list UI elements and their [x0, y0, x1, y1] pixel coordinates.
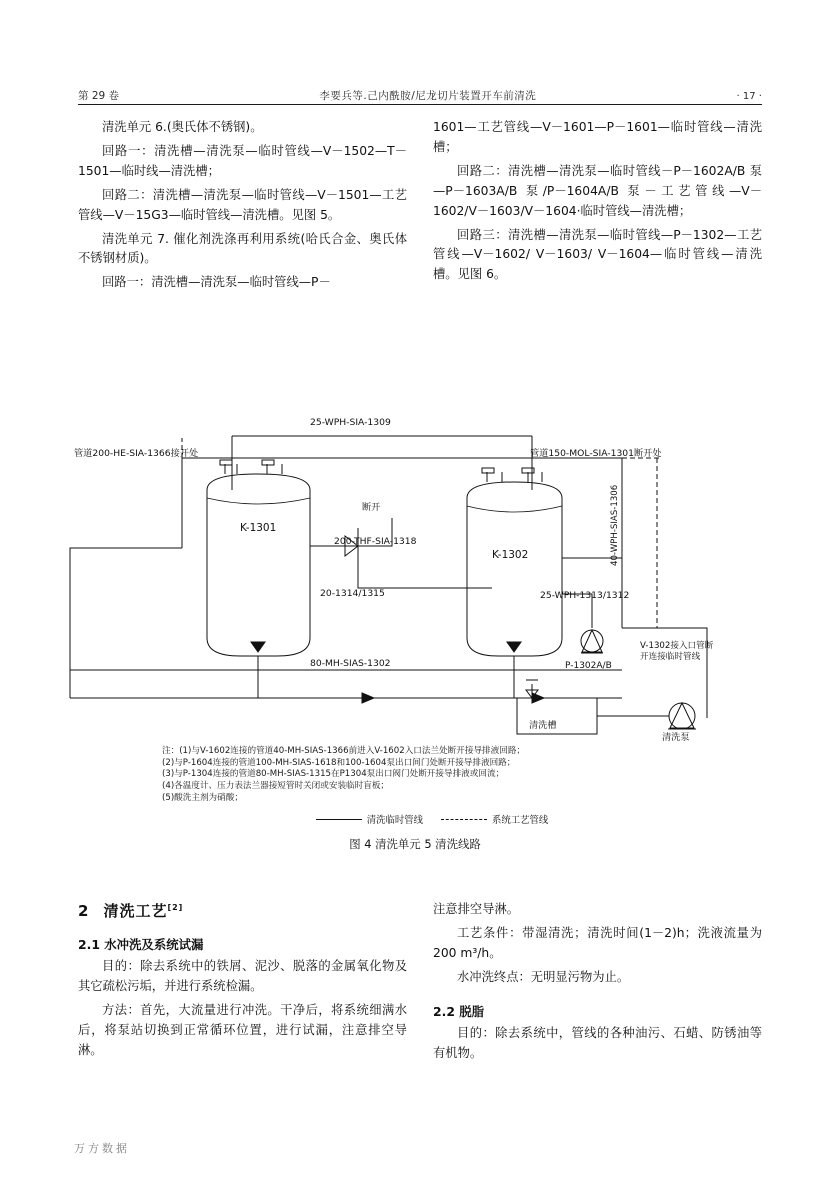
- paragraph: 回路二：清洗槽—清洗泵—临时管线－P－1602A/B 泵—P－1603A/B 泵/P－1604A/B 泵－工艺管线—V－1602/V－1603/V－1604·临时管线—清洗槽；: [433, 163, 762, 218]
- legend-label: 系统工艺管线: [492, 815, 549, 826]
- paragraph: 回路三：清洗槽—清洗泵—临时管线—P－1302—工艺管线—V－1602/ V－1603/ V－1604—临时管线—清洗槽。见图 6。: [433, 227, 762, 282]
- label-right-note: 管道150-MOL-SIA-1301断开处: [530, 448, 662, 459]
- section-title: 清洗工艺: [103, 902, 168, 920]
- svg-text:开连接临时管线: 开连接临时管线: [640, 652, 701, 662]
- label-wash-pump: 清洗泵: [662, 732, 690, 743]
- page-number: · 17 ·: [736, 91, 762, 102]
- label-vertical-right: 40-WPH-SIAS-1306: [610, 484, 620, 566]
- left-column: [78, 118, 407, 297]
- process-flow-diagram: [62, 398, 768, 743]
- label-line-20: 20-1314/1315: [320, 588, 385, 599]
- figure-legend: [222, 812, 642, 826]
- watermark-footer: 万方数据: [74, 1142, 130, 1155]
- paragraph: 目的：除去系统中的铁屑、泥沙、脱落的金属氧化物及其它疏松污垢，并进行系统检漏。: [78, 959, 407, 993]
- lower-right-column: [433, 900, 762, 1067]
- figure-note: (4)各温度计、压力表法兰器接短管时关闭或安装临时盲板；: [162, 781, 390, 792]
- figure-note: (5)酸洗主剂为硝酸；: [162, 792, 243, 803]
- subsection-heading-2-2: 2.2 脱脂: [433, 1003, 485, 1019]
- label-open-mark: 断开: [362, 502, 381, 513]
- body-columns: [78, 118, 762, 297]
- legend-item-process: [441, 812, 548, 826]
- paragraph: 方法：首先，大流量进行冲洗。干净后，将系统细满水后，将泵站切换到正常循环位置，进行试漏，注意排空导淋。: [78, 1002, 407, 1057]
- label-line-25r: 25-WPH-1313/1312: [540, 590, 630, 601]
- section-heading: [78, 900, 407, 921]
- running-head-center: 李要兵等.己内酰胺/尼龙切片装置开车前清洗: [319, 90, 537, 102]
- figure-caption: 图 4 清洗单元 5 清洗线路: [349, 837, 481, 851]
- label-pump: P-1302A/B: [565, 661, 612, 671]
- legend-label: 清洗临时管线: [366, 815, 423, 826]
- legend-line-dashed-icon: [441, 819, 487, 820]
- lower-columns: [78, 900, 762, 1067]
- paragraph: 1601—工艺管线—V－1601—P－1601—临时管线—清洗槽；: [433, 120, 762, 154]
- paragraph: 回路一：清洗槽—清洗泵—临时管线—P－: [102, 275, 331, 290]
- figure-4: [62, 398, 768, 908]
- paragraph: 清洗单元 6.(奥氏体不锈钢)。: [102, 120, 263, 134]
- subsection-heading-2-1: 2.1 水冲洗及系统试漏: [78, 937, 204, 952]
- label-vessel-left: K-1301: [240, 522, 277, 534]
- paragraph: 清洗单元 7. 催化剂洗涤再利用系统(哈氏合金、奥氏体不锈钢材质)。: [78, 231, 407, 266]
- legend-line-solid-icon: [316, 819, 362, 820]
- header-rule: [78, 104, 762, 105]
- running-head-left: 第 29 卷: [78, 90, 120, 102]
- figure-note: (3)与P-1304连接的管道80-MH-SIAS-1315在P1304泵出口阀门处断开接导排液或回流；: [162, 769, 505, 780]
- label-vessel-right: K-1302: [492, 549, 529, 561]
- figure-note: (2)与P-1604连接的管道100-MH-SIAS-1618和100-1604泵出口间门处断开接导排液回路；: [162, 757, 516, 768]
- section-citation: [2]: [167, 903, 184, 912]
- label-line-80: 80-MH-SIAS-1302: [310, 658, 391, 669]
- label-line-200: 200-THF-SIA-1318: [334, 536, 417, 547]
- label-valve-note: V-1302接入口管断: [640, 641, 714, 651]
- section-number: 2: [78, 902, 90, 920]
- figure-note: 注：(1)与V-1602连接的管道40-MH-SIAS-1366前进入V-1602入口法兰处断开接导排液回路；: [162, 746, 526, 756]
- paragraph: 回路二：清洗槽—清洗泵—临时管线—V－1501—工艺管线—V－15G3—临时管线—清洗槽。见图 5。: [78, 187, 407, 222]
- paragraph: 目的：除去系统中，管线的各种油污、石蜡、防锈油等有机物。: [433, 1025, 762, 1060]
- paragraph: 注意排空导淋。: [433, 902, 520, 916]
- label-wash-tank: 清洗槽: [529, 720, 557, 731]
- running-head: [78, 88, 762, 103]
- figure-notes: [162, 746, 722, 804]
- lower-left-column: [78, 900, 407, 1067]
- paragraph: 回路一：清洗槽—清洗泵—临时管线—V－1502—T－1501—临时线—清洗槽；: [78, 143, 407, 178]
- right-column: [433, 118, 762, 297]
- legend-item-temporary: [316, 812, 423, 826]
- paragraph: 工艺条件：带湿清洗；清洗时间(1－2)h；洗液流量为 200 m³/h。: [433, 925, 762, 960]
- label-top-line: 25-WPH-SIA-1309: [310, 417, 391, 428]
- label-left-note: 管道200-HE-SIA-1366接开处: [74, 448, 199, 459]
- paragraph: 水冲洗终点：无明显污物为止。: [457, 969, 630, 984]
